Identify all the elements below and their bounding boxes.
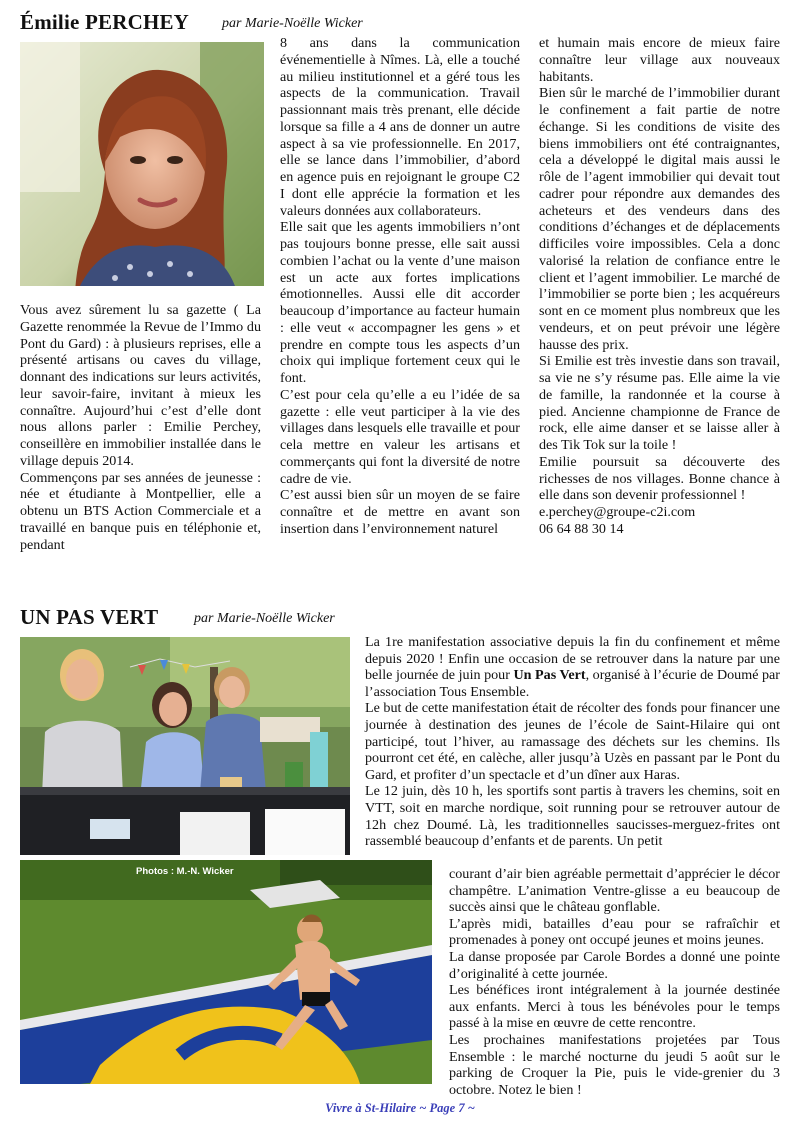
contact-phone: 06 64 88 30 14 [539,520,624,537]
volunteers-photo [20,637,350,855]
paragraph: Vous avez sûrement lu sa gazette ( La Gazette renommée la Revue de l’Immo du Pont du Gard) : à plusieurs reprises, elle a présenté artisans ou caves du village, donnant des indications sur leurs activités, leur savoir-faire, invitant à mieux les connaître. Aujourd’hui c’est d’elle dont nous allons parler : Emilie Perchey, conseillère en immobilier installée dans le village depuis 2014. [20,302,261,469]
portrait-photo [20,42,264,286]
text-run: , organisé à l’écurie de Doumé par l’association Tous Ensemble. [365,667,780,700]
paragraph: Le but de cette manifestation était de récolter des fonds pour financer une journée à destination des jeunes de l’école de Saint-Hilaire qui ont participé, tout l’hiver, au ramassage des déchets sur les chemins. Ils pourront cet été, en calèche, aller jusqu’à Uzès en passant par le Pont du Gard, et profiter d’un spectacle et d’un dîner aux Haras. [365,700,780,783]
paragraph: 8 ans dans la communication événementielle à Nîmes. Là, elle a touché au milieu institutionnel et a géré tous les aspects de la communication. Travail passionnant mais très prenant, elle décide lorsque sa fille a 4 ans de donner un autre aspect à sa vie professionnelle. En 2017, elle se lance dans l’immobilier, d’abord en agence puis en rejoignant le groupe C2 I dont elle apprécie la formation et les valeurs données aux collaborateurs. [280,35,520,219]
article-title-un-pas-vert: UN PAS VERT [20,605,159,629]
paragraph: Si Emilie est très investie dans son travail, sa vie ne s’y résume pas. Elle aime la vie de famille, la randonnée et la course à pied. Ancienne championne de France de rock, elle aime danser et se laisse aller à des Tik Tok sur la toile ! [539,353,780,453]
article1-column-2 [280,35,520,538]
paragraph: Elle sait que les agents immobiliers n’ont pas toujours bonne presse, elle sait aussi combien l’achat ou la vente d’une maison est un acte aux fortes implications émotionnelles. Aussi elle dit accorder beaucoup d’importance au facteur humain : elle veut « accompagner les gens » et prendre en compte tous les aspects d’un choix qui implique fortement ceux qui le font. [280,219,520,386]
event-name: Un Pas Vert [513,667,586,684]
article1-column-1 [20,302,261,553]
paragraph: La danse proposée par Carole Bordes a donné une pointe d’originalité à cette journée. [449,948,780,982]
contact-email: e.perchey@groupe-c2i.com [539,504,696,520]
paragraph: Commençons par ses années de jeunesse : née et étudiante à Montpellier, elle a obtenu un BTS Action Commerciale et a travaillé en banque puis en téléphonie et, pendant [20,469,261,553]
article2-narrow-text [449,866,780,1098]
paragraph: L’après midi, batailles d’eau pour se rafraîchir et promenades à poney ont occupé jeunes et moins jeunes. [449,915,780,949]
paragraph: courant d’air bien agréable permettait d’apprécier le décor champêtre. L’animation Ventre-glisse a eu beaucoup de succès ainsi que le château gonflable. [449,866,780,916]
paragraph [365,634,780,700]
paragraph: Le 12 juin, dès 10 h, les sportifs sont partis à travers les chemins, soit en VTT, soit en marche nordique, soit running pour se retrouver autour de 12h chez Doumé. Là, les traditionnelles saucisses-merguez-frites ont rassemblé beaucoup d’enfants et de parents. Un petit [365,783,780,850]
paragraph: Bien sûr le marché de l’immobilier durant le confinement a fait partie de notre échange. Si les conditions de visite des biens immobiliers ont été contraignantes, cela a développé le digital mais aussi le rôle de l’agent immobilier qui devait tout cadrer pour répondre aux demandes des acheteurs et des vendeurs dans des conditions d’échanges et de déplacements difficiles voire impossibles. Cela a donc valorisé la relation de confiance entre le client et l’agent immobilier. Le marché de l’immobilier se porte bien ; les acquéreurs sont en ce moment plus nombreux que les vendeurs, et on peut prévoir une légère hausse des prix. [539,85,780,353]
article-byline: par Marie-Noëlle Wicker [222,16,363,31]
paragraph: et humain mais encore de mieux faire connaître leur village aux nouveaux habitants. [539,35,780,85]
article-title-perchey: Émilie PERCHEY [20,10,190,34]
page-footer: Vivre à St-Hilaire ~ Page 7 ~ [325,1101,475,1115]
paragraph: Emilie poursuit sa découverte des richesses de nos villages. Bonne chance à elle dans son devenir professionnel ! [539,453,780,504]
article2-wide-text [365,634,780,850]
photo-credit: Photos : M.-N. Wicker [136,866,234,877]
paragraph: Les bénéfices iront intégralement à la journée destinée aux enfants. Merci à tous les bénévoles pour le temps passé à la mise en œuvre de cette rencontre. [449,982,780,1032]
paragraph: C’est aussi bien sûr un moyen de se faire connaître et de mettre en avant son insertion dans l’environnement naturel [280,487,520,537]
water-slide-photo [20,860,432,1084]
article-byline: par Marie-Noëlle Wicker [194,611,335,626]
paragraph: C’est pour cela qu’elle a eu l’idée de sa gazette : elle veut participer à la vie des villages dans lesquels elle travaille et pour cela mettre en valeur les artisans et commerçants qui font la diversité de notre cadre de vie. [280,386,520,487]
text-run: La 1re manifestation associative depuis la fin du confinement et même depuis 2020 ! Enfin une occasion de se retrouver dans la nature par une belle journée de juin pour [365,634,780,684]
paragraph: Les prochaines manifestations projetées par Tous Ensemble : le marché nocturne du jeudi 5 août sur le parking de Croquer la Pie, puis le vide-grenier du 3 octobre. Notez le bien ! [449,1031,780,1098]
article1-column-3 [539,35,780,538]
